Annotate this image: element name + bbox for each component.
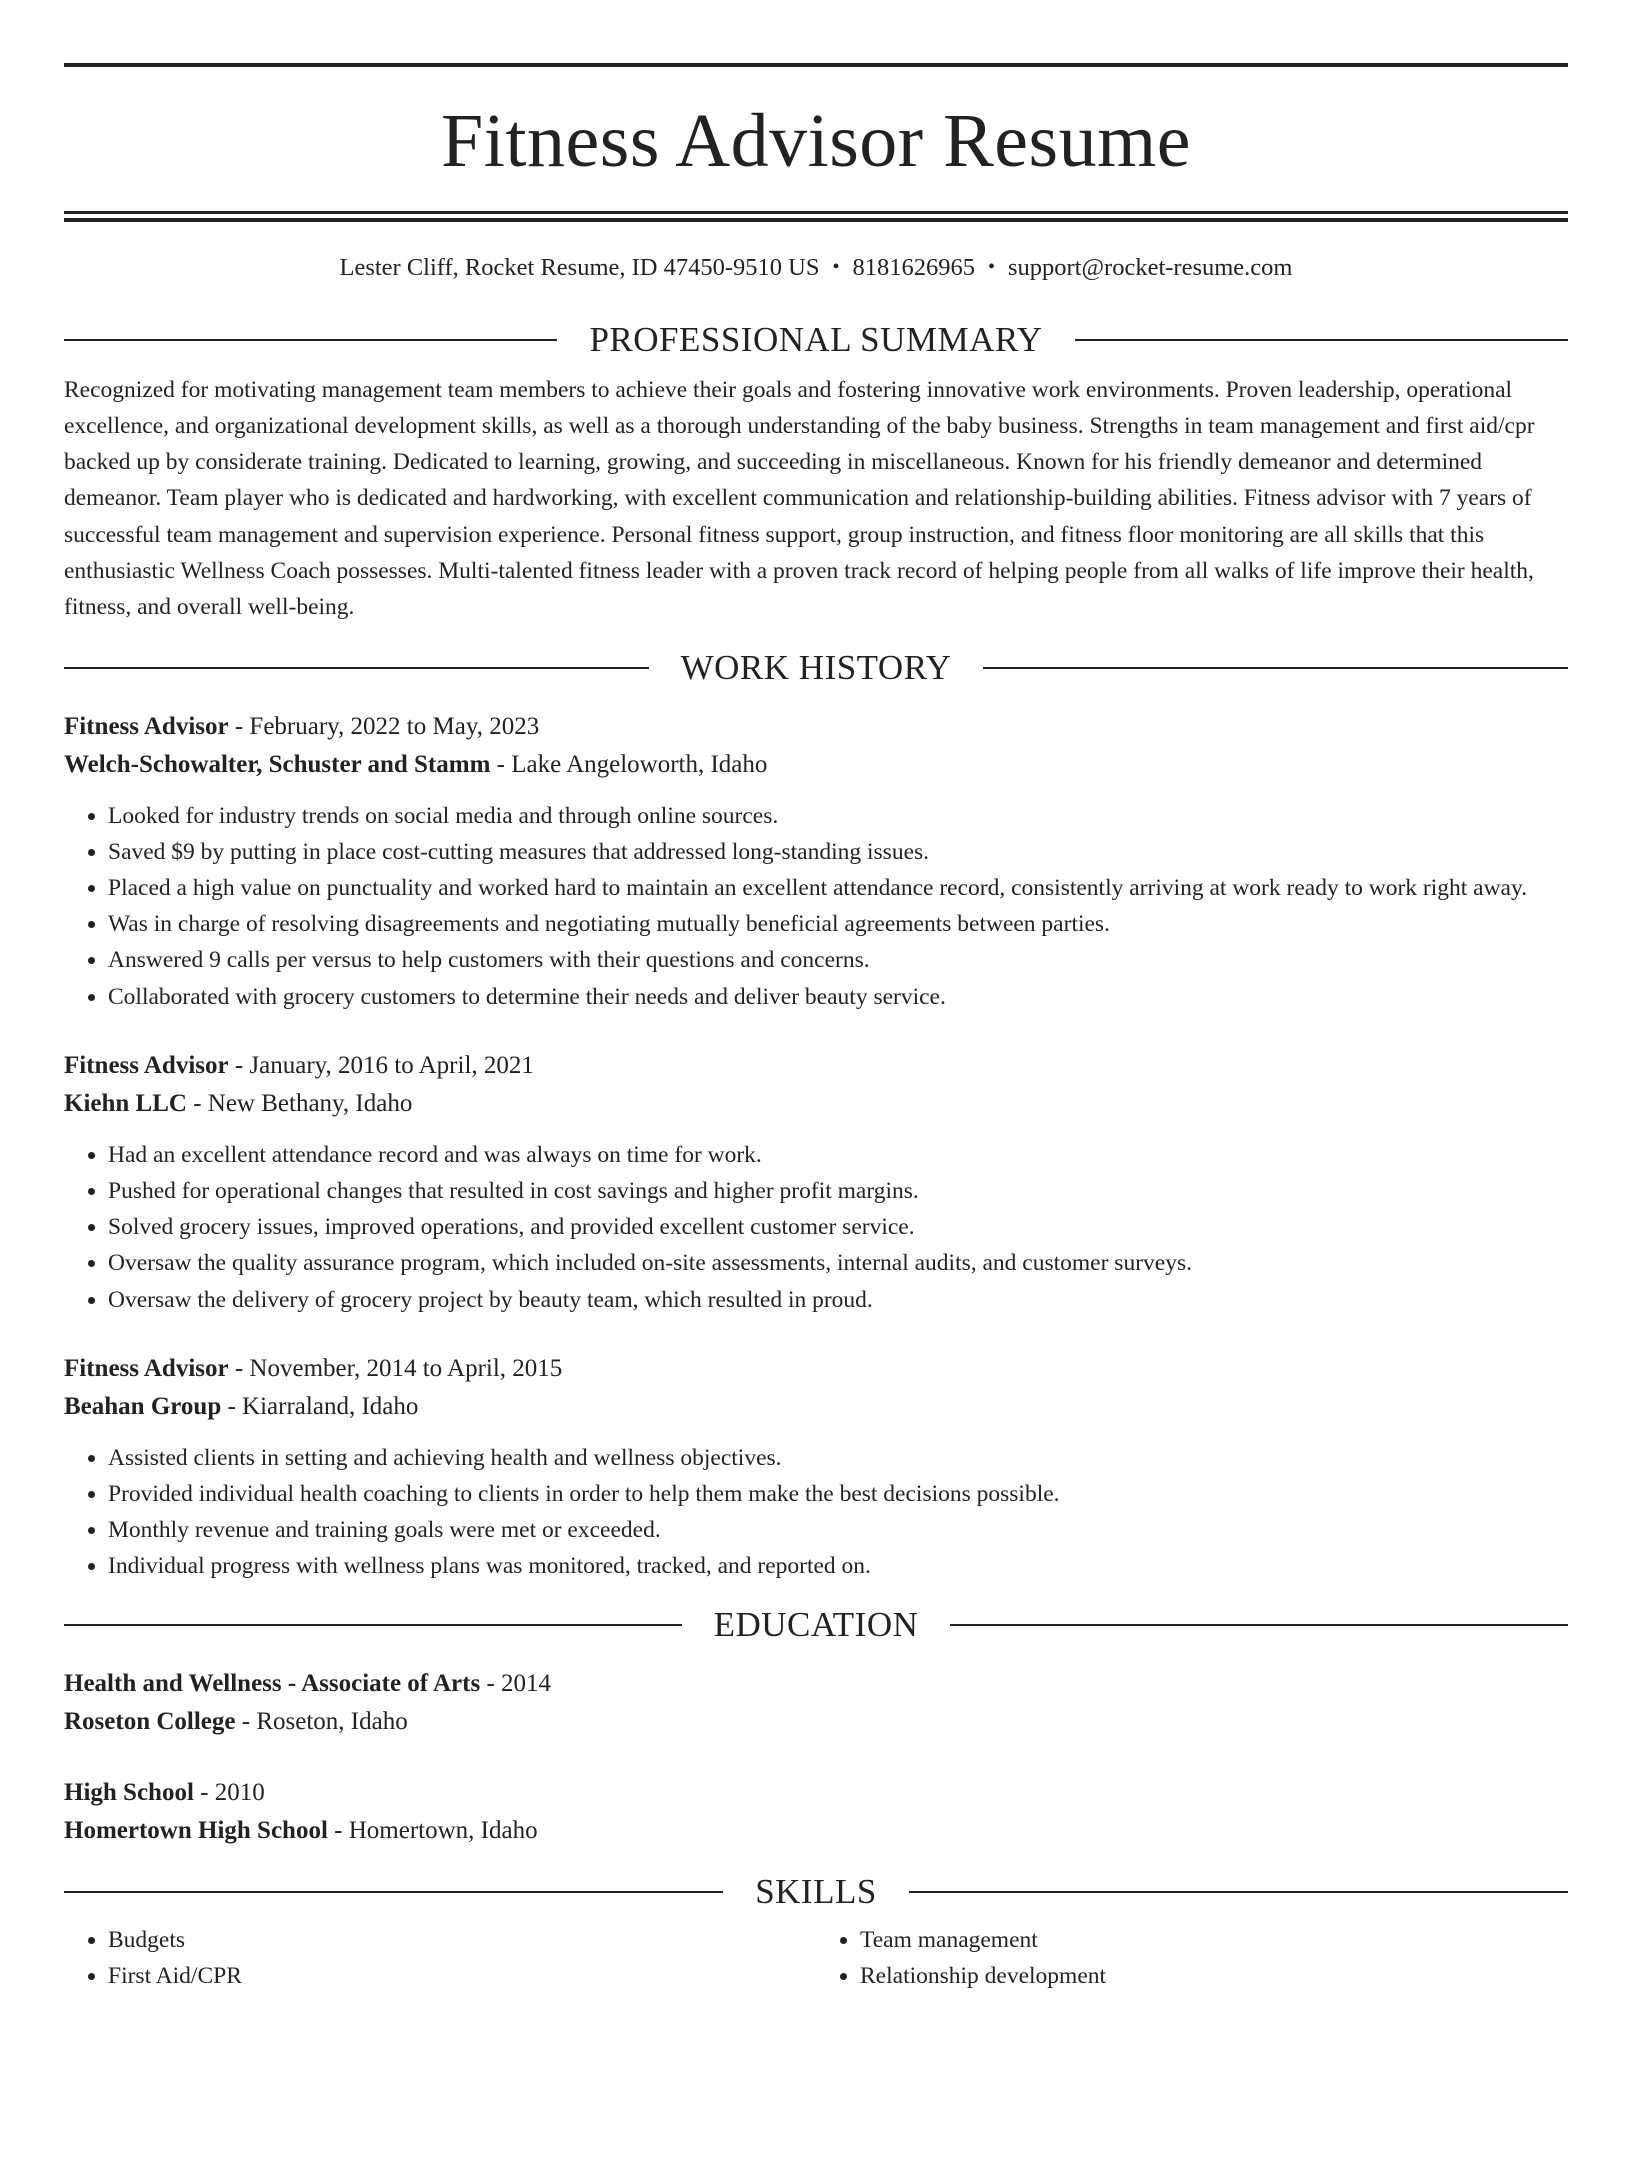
degree-line [64,1774,1568,1812]
list-item: • Monthly revenue and training goals were met or exceeded. [108,1512,1568,1548]
list-item: • Solved grocery issues, improved operations, and provided excellent customer service. [108,1209,1568,1245]
job-location: - Kiarraland, Idaho [221,1392,419,1420]
skills-list-left [64,1922,816,1994]
heading-rule [983,667,1568,669]
job-bullets [64,1440,1568,1585]
job-entry [64,1350,1568,1585]
school-line [64,1812,1568,1850]
job-location: - Lake Angeloworth, Idaho [490,750,768,778]
job-bullets [64,798,1568,1015]
list-item: • Saved $9 by putting in place cost-cutting measures that addressed long-standing issues. [108,834,1568,870]
heading-rule [64,1624,682,1626]
section-heading-education [64,1605,1568,1645]
job-company: Beahan Group [64,1392,222,1420]
education-entry [64,1774,1568,1850]
contact-email: support@rocket-resume.com [1007,254,1293,281]
degree-year: - 2014 [480,1669,552,1697]
job-company: Welch-Schowalter, Schuster and Stamm [64,750,491,778]
section-heading-skills [64,1872,1568,1912]
list-item: • Assisted clients in setting and achieving health and wellness objectives. [108,1440,1568,1476]
contact-line [64,256,1568,281]
degree-year: - 2010 [193,1778,265,1806]
education-entry [64,1665,1568,1741]
degree: Health and Wellness - Associate of Arts [64,1669,481,1697]
list-item: • Oversaw the quality assurance program, which included on-site assessments, internal audits, and customer surveys. [108,1245,1568,1281]
job-location: - New Bethany, Idaho [186,1089,413,1117]
section-heading-summary [64,320,1568,360]
job-dates: - November, 2014 to April, 2015 [228,1354,563,1382]
school-location: - Roseton, Idaho [235,1707,408,1735]
job-company: Kiehn LLC [64,1089,187,1117]
list-item: • Individual progress with wellness plans was monitored, tracked, and reported on. [108,1548,1568,1584]
job-dates: - February, 2022 to May, 2023 [228,712,540,740]
skills-columns [64,1922,1568,1994]
degree: High School [64,1778,194,1806]
job-bullets [64,1137,1568,1318]
list-item: • Looked for industry trends on social media and through online sources. [108,798,1568,834]
job-title-line [64,708,1568,746]
contact-separator: • [987,256,995,278]
school-location: - Homertown, Idaho [327,1816,538,1844]
job-title-line [64,1350,1568,1388]
section-title: WORK HISTORY [680,648,952,688]
resume-title: Fitness Advisor Resume [441,99,1191,183]
school: Homertown High School [64,1816,328,1844]
job-company-line [64,746,1568,784]
contact-phone: 8181626965 [852,254,975,281]
section-title: EDUCATION [713,1605,919,1645]
heading-rule [909,1891,1568,1893]
title-double-rule [64,211,1568,222]
job-title-line [64,1047,1568,1085]
section-title: SKILLS [755,1872,877,1912]
job-entry [64,708,1568,1015]
skills-list-right [816,1922,1568,1994]
list-item: • Oversaw the delivery of grocery project by beauty team, which resulted in proud. [108,1282,1568,1318]
heading-rule [64,667,649,669]
section-title: PROFESSIONAL SUMMARY [589,320,1043,359]
school: Roseton College [64,1707,236,1735]
list-item: • Pushed for operational changes that resulted in cost savings and higher profit margins. [108,1173,1568,1209]
heading-rule [950,1624,1568,1626]
job-entry [64,1047,1568,1318]
top-rule [64,63,1568,67]
school-line [64,1703,1568,1741]
list-item: • Was in charge of resolving disagreements and negotiating mutually beneficial agreements between parties. [108,906,1568,942]
list-item: • Provided individual health coaching to clients in order to help them make the best decisions possible. [108,1476,1568,1512]
job-company-line [64,1085,1568,1123]
job-title: Fitness Advisor [64,1354,229,1382]
job-dates: - January, 2016 to April, 2021 [228,1051,534,1079]
degree-line [64,1665,1568,1703]
list-item: • Had an excellent attendance record and was always on time for work. [108,1137,1568,1173]
skill-item: • First Aid/CPR [108,1958,816,1994]
list-item: • Placed a high value on punctuality and worked hard to maintain an excellent attendance record, consistently arriving at work ready to work right away. [108,870,1568,906]
skill-item: • Team management [860,1922,1568,1958]
heading-rule [64,1891,723,1893]
heading-rule [1075,339,1568,341]
section-heading-work [64,648,1568,688]
job-title: Fitness Advisor [64,1051,229,1079]
job-title: Fitness Advisor [64,712,229,740]
summary-text: Recognized for motivating management team members to achieve their goals and fostering innovative work environments. Proven leadership, operational excellence, and organizational development skills, as well as a thorough understanding of the baby business. Strengths in team management and first aid/cpr backed up by considerate training. Dedicated to learning, growing, and succeeding in miscellaneous. Known for his friendly demeanor and determined demeanor. Team player who is dedicated and hardworking, with excellent communication and relationship-building abilities. Fitness advisor with 7 years of successful team management and supervision experience. Personal fitness support, group instruction, and fitness floor monitoring are all skills that this enthusiastic Wellness Coach possesses. Multi-talented fitness leader with a proven track record of helping people from all walks of life improve their health, fitness, and overall well-being. [64,376,1535,621]
contact-address: Lester Cliff, Rocket Resume, ID 47450-9510 US [339,254,820,281]
resume-page [0,63,1632,2175]
job-company-line [64,1388,1568,1426]
list-item: • Answered 9 calls per versus to help customers with their questions and concerns. [108,942,1568,978]
skill-item: • Budgets [108,1922,816,1958]
skill-item: • Relationship development [860,1958,1568,1994]
contact-separator: • [832,256,840,278]
list-item: • Collaborated with grocery customers to determine their needs and deliver beauty service. [108,979,1568,1015]
heading-rule [64,339,557,341]
